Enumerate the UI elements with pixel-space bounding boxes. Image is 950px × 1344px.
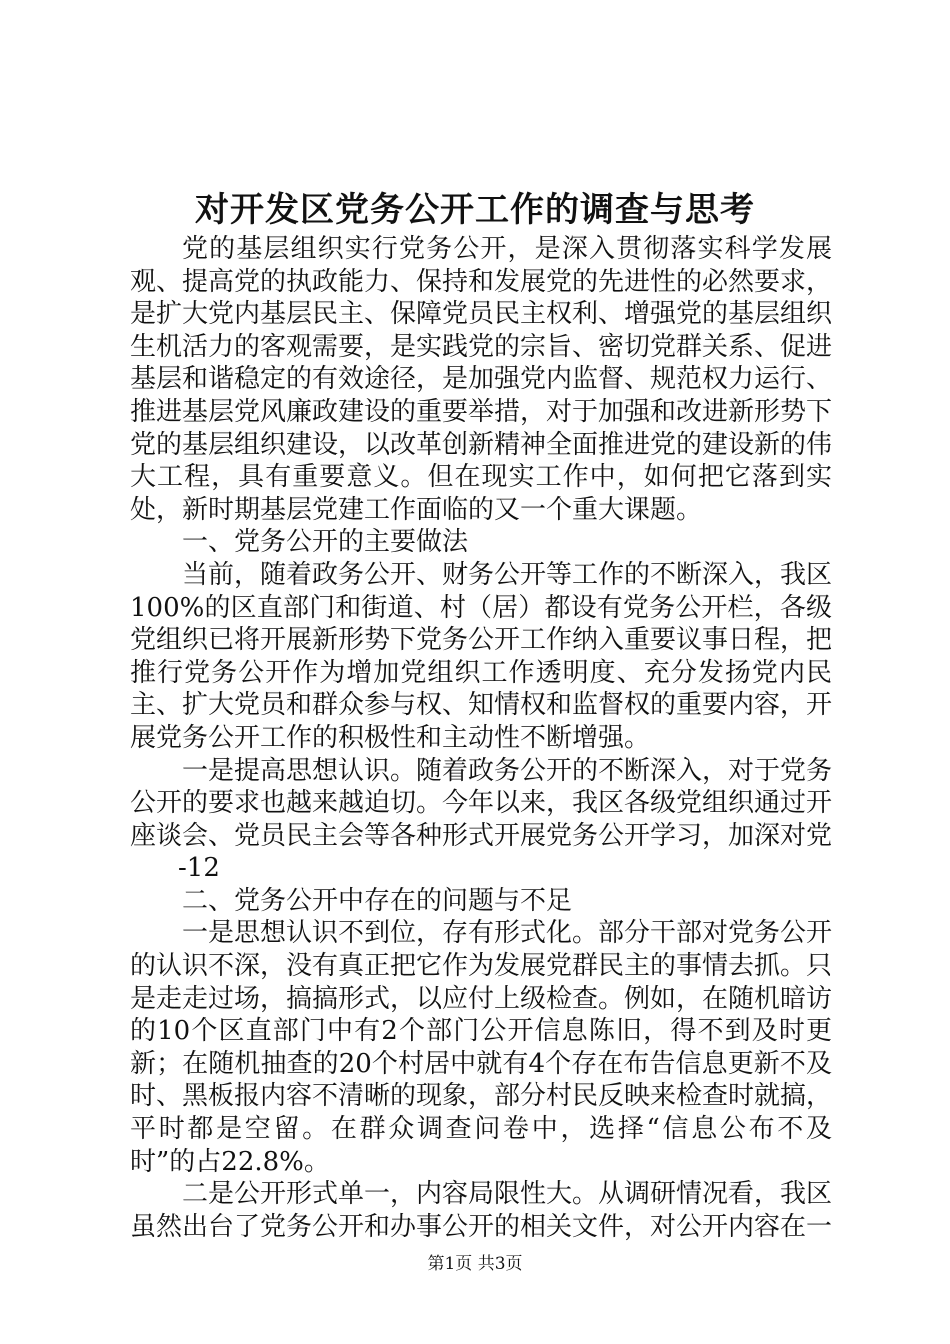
section-heading-2: 二、党务公开中存在的问题与不足 [182,885,573,916]
paragraph-problem-1: 一是思想认识不到位，存有形式化。部分干部对党务公开的认识不深，没有真正把它作为发展党群民主的事情去抓。只是走走过场，搞搞形式，以应付上级检查。例如，在随机暗访的10个区直部门中有2个部门公开信息陈旧，得不到及时更新；在随机抽查的20个村居中就有4个存在布告信息更新不及时、黑板报内容不清晰的现象，部分村民反映来检查时就搞，平时都是空留。在群众调查问卷中，选择“信息公布不及时”的占22.8%。 [130,918,833,1177]
paragraph-current-status: 当前，随着政务公开、财务公开等工作的不断深入，我区100%的区直部门和街道、村（居）都设有党务公开栏，各级党组织已将开展新形势下党务公开工作纳入重要议事日程，把推行党务公开作为增加党组织工作透明度、充分发扬党内民主、扩大党员和群众参与权、知情权和监督权的重要内容，开展党务公开工作的积极性和主动性不断增强。 [130,559,833,753]
section-heading-1: 一、党务公开的主要做法 [182,527,469,558]
page-fragment-marker: -12 [178,853,220,884]
paragraph-point-1: 一是提高思想认识。随着政务公开的不断深入，对于党务公开的要求也越来越迫切。今年以来，我区各级党组织通过开座谈会、党员民主会等各种形式开展党务公开学习，加深对党 [130,755,833,851]
paragraph-intro: 党的基层组织实行党务公开，是深入贯彻落实科学发展观、提高党的执政能力、保持和发展党的先进性的必然要求，是扩大党内基层民主、保障党员民主权利、增强党的基层组织生机活力的客观需要，是实践党的宗旨、密切党群关系、促进基层和谐稳定的有效途径，是加强党内监督、规范权力运行、推进基层党风廉政建设的重要举措，对于加强和改进新形势下党的基层组织建设，以改革创新精神全面推进党的建设新的伟大工程，具有重要意义。但在现实工作中，如何把它落到实处，新时期基层党建工作面临的又一个重大课题。 [130,234,833,525]
paragraph-problem-2: 二是公开形式单一，内容局限性大。从调研情况看，我区虽然出台了党务公开和办事公开的相关文件，对公开内容在一 [130,1179,833,1242]
document-title: 对开发区党务公开工作的调查与思考 [195,190,755,230]
document-body [130,233,832,1243]
page-footer: 第1页 共3页 [427,1254,523,1274]
